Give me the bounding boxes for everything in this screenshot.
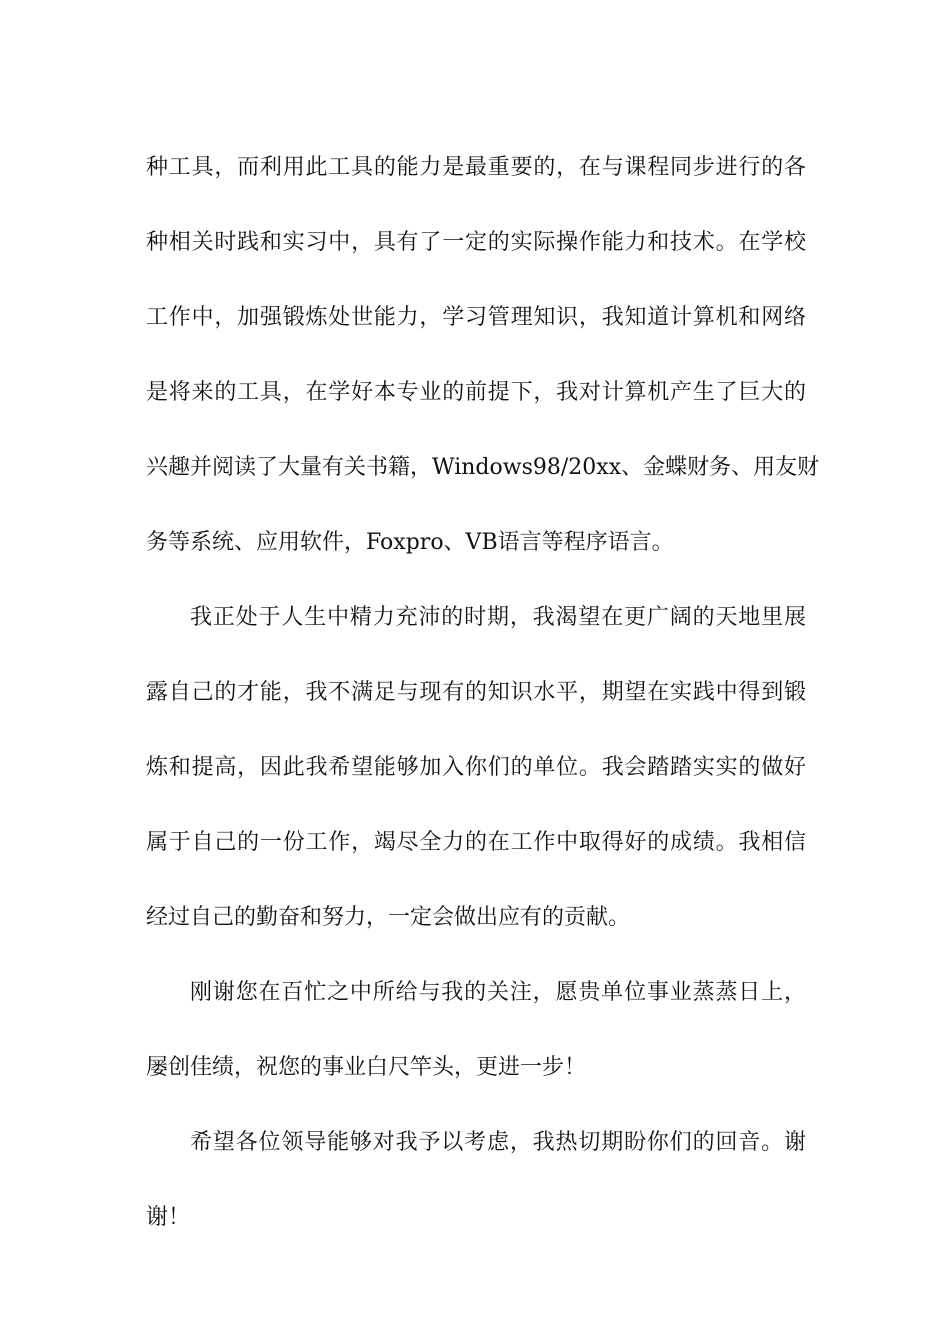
text-line: 是将来的工具，在学好本专业的前提下，我对计算机产生了巨大的 — [146, 380, 806, 405]
document-body — [146, 130, 820, 1255]
text-line: 工作中，加强锻炼处世能力，学习管理知识，我知道计算机和网络 — [146, 305, 806, 330]
text-line: 炼和提高，因此我希望能够加入你们的单位。我会踏踏实实的做好 — [146, 755, 806, 780]
paragraph-first-line: 希望各位领导能够对我予以考虑，我热切期盼你们的回音。谢 — [190, 1130, 806, 1155]
text-line: 谢！ — [146, 1205, 191, 1230]
paragraph-first-line: 刚谢您在百忙之中所给与我的关注，愿贵单位事业蒸蒸日上， — [190, 980, 806, 1005]
text-line: 种相关时践和实习中，具有了一定的实际操作能力和技术。在学校 — [146, 230, 806, 255]
text-line: 经过自己的勤奋和努力，一定会做出应有的贡献。 — [146, 905, 631, 930]
paragraph-first-line: 我正处于人生中精力充沛的时期，我渴望在更广阔的天地里展 — [190, 605, 806, 630]
text-line: 种工具，而利用此工具的能力是最重要的，在与课程同步进行的各 — [146, 155, 806, 180]
text-line: 屡创佳绩，祝您的事业白尺竿头，更进一步！ — [146, 1055, 587, 1080]
text-line: 务等系统、应用软件，Foxpro、VB语言等程序语言。 — [146, 530, 674, 555]
text-line: 兴趣并阅读了大量有关书籍，Windows98/20xx、金蝶财务、用友财 — [146, 455, 820, 480]
text-line: 属于自己的一份工作，竭尽全力的在工作中取得好的成绩。我相信 — [146, 830, 806, 855]
text-line: 露自己的才能，我不满足与现有的知识水平，期望在实践中得到锻 — [146, 680, 806, 705]
